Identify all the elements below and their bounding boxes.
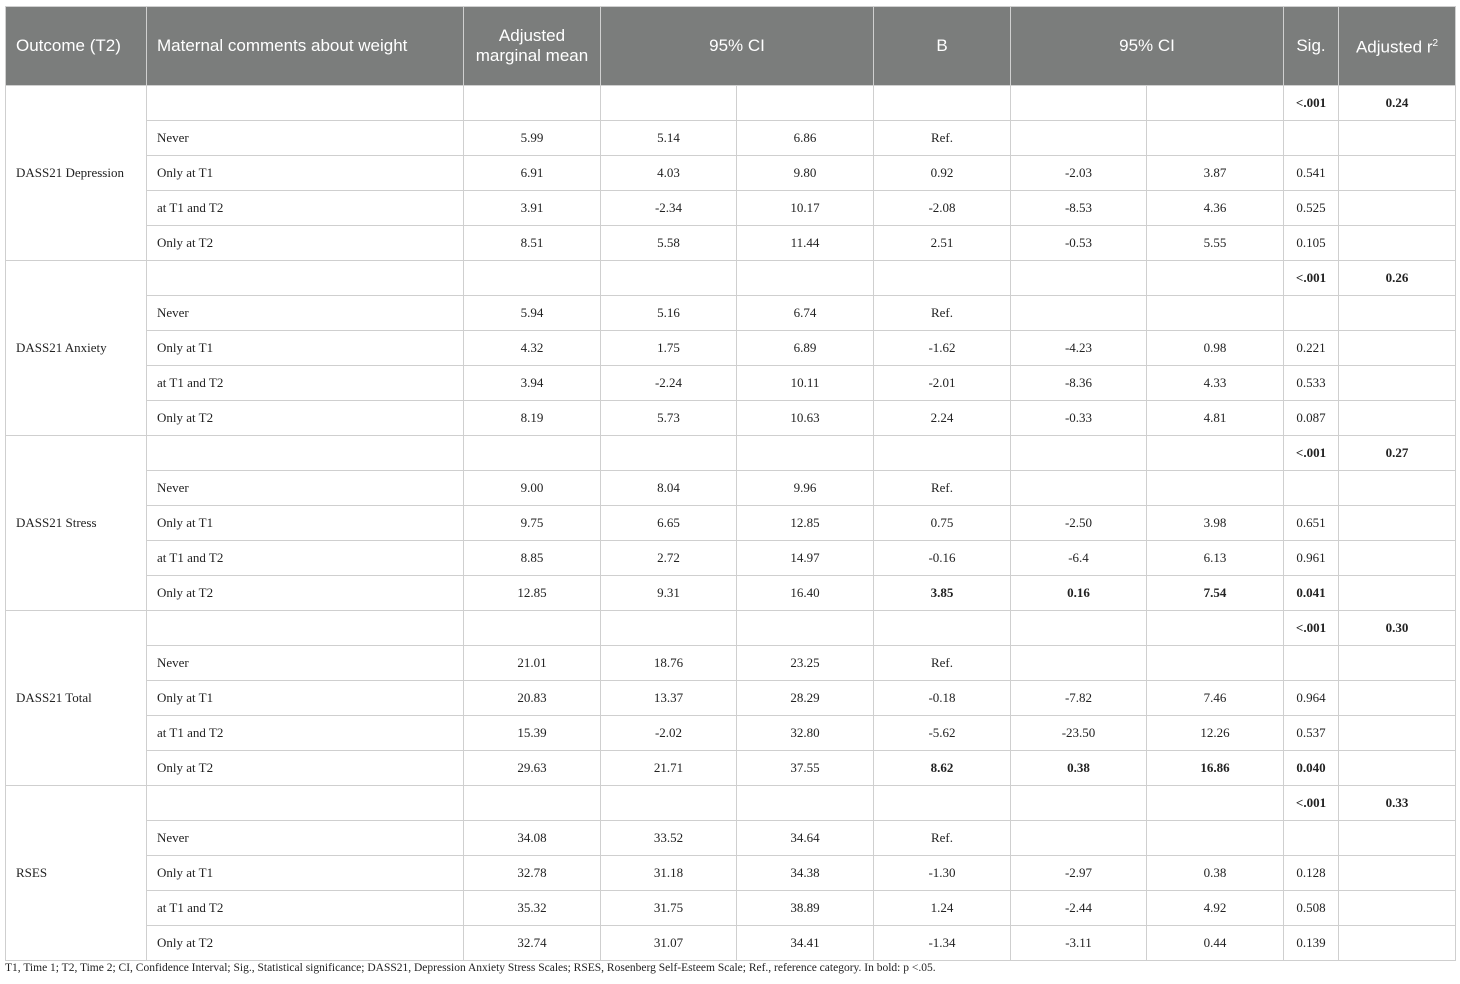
b-ci-low-cell: -2.44 bbox=[1011, 891, 1147, 926]
empty-cell bbox=[147, 611, 464, 646]
table-row bbox=[6, 926, 1456, 961]
mean-ci-low-cell: 21.71 bbox=[601, 751, 737, 786]
mean-ci-low-cell: 6.65 bbox=[601, 506, 737, 541]
b-cell: -0.18 bbox=[874, 681, 1011, 716]
sig-cell: 0.537 bbox=[1284, 716, 1339, 751]
model-sig-cell: <.001 bbox=[1284, 786, 1339, 821]
mean-ci-high-cell: 34.41 bbox=[737, 926, 874, 961]
empty-cell bbox=[464, 786, 601, 821]
mean-ci-high-cell: 10.11 bbox=[737, 366, 874, 401]
empty-cell bbox=[1147, 436, 1284, 471]
b-ci-high-cell: 3.87 bbox=[1147, 156, 1284, 191]
mean-ci-low-cell: -2.24 bbox=[601, 366, 737, 401]
adjusted-mean-cell: 21.01 bbox=[464, 646, 601, 681]
mean-ci-high-cell: 10.63 bbox=[737, 401, 874, 436]
table-row bbox=[6, 156, 1456, 191]
b-ci-low-cell: -4.23 bbox=[1011, 331, 1147, 366]
b-ci-high-cell: 0.38 bbox=[1147, 856, 1284, 891]
adjusted-mean-cell: 5.99 bbox=[464, 121, 601, 156]
mean-ci-low-cell: 5.16 bbox=[601, 296, 737, 331]
outcome-cell: DASS21 Total bbox=[6, 611, 147, 786]
empty-cell bbox=[1339, 576, 1456, 611]
empty-cell bbox=[601, 436, 737, 471]
table-row bbox=[6, 821, 1456, 856]
empty-cell bbox=[1339, 191, 1456, 226]
adjusted-mean-cell: 8.19 bbox=[464, 401, 601, 436]
empty-cell bbox=[737, 786, 874, 821]
b-ci-high-cell: 4.92 bbox=[1147, 891, 1284, 926]
mean-ci-low-cell: 31.75 bbox=[601, 891, 737, 926]
mean-ci-high-cell: 10.17 bbox=[737, 191, 874, 226]
b-ci-high-cell: 4.33 bbox=[1147, 366, 1284, 401]
table-row-summary bbox=[6, 611, 1456, 646]
b-ci-low-cell: -8.36 bbox=[1011, 366, 1147, 401]
mean-ci-low-cell: -2.34 bbox=[601, 191, 737, 226]
empty-cell bbox=[1339, 401, 1456, 436]
b-cell: -2.08 bbox=[874, 191, 1011, 226]
empty-cell bbox=[1339, 296, 1456, 331]
empty-cell bbox=[1339, 541, 1456, 576]
outcome-cell: DASS21 Stress bbox=[6, 436, 147, 611]
sig-cell bbox=[1284, 121, 1339, 156]
b-ci-low-cell bbox=[1011, 296, 1147, 331]
b-cell: -1.34 bbox=[874, 926, 1011, 961]
mean-ci-high-cell: 11.44 bbox=[737, 226, 874, 261]
mean-ci-high-cell: 9.80 bbox=[737, 156, 874, 191]
empty-cell bbox=[1147, 786, 1284, 821]
model-sig-cell: <.001 bbox=[1284, 261, 1339, 296]
empty-cell bbox=[737, 86, 874, 121]
b-ci-low-cell: -2.03 bbox=[1011, 156, 1147, 191]
empty-cell bbox=[1339, 681, 1456, 716]
empty-cell bbox=[464, 611, 601, 646]
b-ci-high-cell: 3.98 bbox=[1147, 506, 1284, 541]
b-ci-high-cell: 6.13 bbox=[1147, 541, 1284, 576]
empty-cell bbox=[1339, 121, 1456, 156]
table-row bbox=[6, 541, 1456, 576]
sig-cell: 0.128 bbox=[1284, 856, 1339, 891]
empty-cell bbox=[1339, 751, 1456, 786]
table-row bbox=[6, 646, 1456, 681]
mean-ci-low-cell: 8.04 bbox=[601, 471, 737, 506]
empty-cell bbox=[1147, 611, 1284, 646]
b-ci-low-cell: -7.82 bbox=[1011, 681, 1147, 716]
mean-ci-low-cell: 31.18 bbox=[601, 856, 737, 891]
sig-cell: 0.040 bbox=[1284, 751, 1339, 786]
header-row bbox=[6, 7, 1456, 86]
table-row bbox=[6, 226, 1456, 261]
model-sig-cell: <.001 bbox=[1284, 436, 1339, 471]
empty-cell bbox=[601, 86, 737, 121]
sig-cell: 0.139 bbox=[1284, 926, 1339, 961]
b-cell: Ref. bbox=[874, 296, 1011, 331]
sig-cell bbox=[1284, 821, 1339, 856]
header-ci-mean: 95% CI bbox=[601, 7, 874, 86]
adjusted-mean-cell: 12.85 bbox=[464, 576, 601, 611]
mean-ci-high-cell: 23.25 bbox=[737, 646, 874, 681]
model-sig-cell: <.001 bbox=[1284, 86, 1339, 121]
mean-ci-low-cell: 18.76 bbox=[601, 646, 737, 681]
sig-cell: 0.651 bbox=[1284, 506, 1339, 541]
outcome-cell: DASS21 Depression bbox=[6, 86, 147, 261]
b-ci-high-cell: 4.36 bbox=[1147, 191, 1284, 226]
adjusted-mean-cell: 20.83 bbox=[464, 681, 601, 716]
b-ci-low-cell: -0.33 bbox=[1011, 401, 1147, 436]
comment-label-cell: at T1 and T2 bbox=[147, 891, 464, 926]
comment-label-cell: Only at T2 bbox=[147, 401, 464, 436]
empty-cell bbox=[1147, 261, 1284, 296]
empty-cell bbox=[1339, 856, 1456, 891]
mean-ci-high-cell: 12.85 bbox=[737, 506, 874, 541]
comment-label-cell: Never bbox=[147, 296, 464, 331]
mean-ci-high-cell: 6.89 bbox=[737, 331, 874, 366]
b-cell: Ref. bbox=[874, 121, 1011, 156]
empty-cell bbox=[1339, 891, 1456, 926]
sig-cell bbox=[1284, 646, 1339, 681]
table-row bbox=[6, 856, 1456, 891]
header-outcome: Outcome (T2) bbox=[6, 7, 147, 86]
table-row bbox=[6, 331, 1456, 366]
comment-label-cell: Never bbox=[147, 121, 464, 156]
header-adjusted-marginal-mean: Adjusted marginal mean bbox=[464, 7, 601, 86]
outcome-cell: RSES bbox=[6, 786, 147, 961]
b-cell: 2.24 bbox=[874, 401, 1011, 436]
sig-cell: 0.541 bbox=[1284, 156, 1339, 191]
adjusted-mean-cell: 35.32 bbox=[464, 891, 601, 926]
empty-cell bbox=[1339, 926, 1456, 961]
b-cell: 1.24 bbox=[874, 891, 1011, 926]
empty-cell bbox=[1339, 156, 1456, 191]
mean-ci-high-cell: 6.74 bbox=[737, 296, 874, 331]
empty-cell bbox=[147, 436, 464, 471]
b-ci-low-cell: 0.38 bbox=[1011, 751, 1147, 786]
b-ci-low-cell bbox=[1011, 821, 1147, 856]
adjusted-mean-cell: 3.91 bbox=[464, 191, 601, 226]
sig-cell: 0.105 bbox=[1284, 226, 1339, 261]
empty-cell bbox=[737, 261, 874, 296]
mean-ci-low-cell: 13.37 bbox=[601, 681, 737, 716]
b-ci-high-cell: 5.55 bbox=[1147, 226, 1284, 261]
empty-cell bbox=[1147, 86, 1284, 121]
mean-ci-high-cell: 38.89 bbox=[737, 891, 874, 926]
sig-cell bbox=[1284, 296, 1339, 331]
empty-cell bbox=[1339, 331, 1456, 366]
sig-cell: 0.221 bbox=[1284, 331, 1339, 366]
empty-cell bbox=[737, 611, 874, 646]
adjusted-mean-cell: 3.94 bbox=[464, 366, 601, 401]
b-ci-low-cell: -3.11 bbox=[1011, 926, 1147, 961]
comment-label-cell: at T1 and T2 bbox=[147, 366, 464, 401]
adjusted-r2-cell: 0.27 bbox=[1339, 436, 1456, 471]
mean-ci-high-cell: 9.96 bbox=[737, 471, 874, 506]
b-ci-high-cell bbox=[1147, 121, 1284, 156]
adjusted-r2-cell: 0.33 bbox=[1339, 786, 1456, 821]
sig-cell: 0.964 bbox=[1284, 681, 1339, 716]
mean-ci-high-cell: 16.40 bbox=[737, 576, 874, 611]
comment-label-cell: Never bbox=[147, 821, 464, 856]
b-ci-high-cell: 0.98 bbox=[1147, 331, 1284, 366]
mean-ci-low-cell: 5.58 bbox=[601, 226, 737, 261]
sig-cell bbox=[1284, 471, 1339, 506]
table-body bbox=[6, 86, 1456, 961]
comment-label-cell: at T1 and T2 bbox=[147, 541, 464, 576]
comment-label-cell: Never bbox=[147, 471, 464, 506]
mean-ci-low-cell: 33.52 bbox=[601, 821, 737, 856]
empty-cell bbox=[601, 786, 737, 821]
adjusted-mean-cell: 8.85 bbox=[464, 541, 601, 576]
b-ci-low-cell: -23.50 bbox=[1011, 716, 1147, 751]
table-row bbox=[6, 681, 1456, 716]
b-ci-low-cell bbox=[1011, 646, 1147, 681]
b-ci-low-cell: -8.53 bbox=[1011, 191, 1147, 226]
table-footnote: T1, Time 1; T2, Time 2; CI, Confidence Interval; Sig., Statistical significance; DASS21, Depression Anxiety Stress Scales; RSES, Rosenberg Self-Esteem Scale; Ref., reference category. In bold: p <.05. bbox=[5, 962, 936, 974]
empty-cell bbox=[1339, 471, 1456, 506]
adjusted-mean-cell: 5.94 bbox=[464, 296, 601, 331]
mean-ci-high-cell: 32.80 bbox=[737, 716, 874, 751]
empty-cell bbox=[1011, 261, 1147, 296]
empty-cell bbox=[1011, 86, 1147, 121]
empty-cell bbox=[874, 436, 1011, 471]
b-ci-low-cell: -0.53 bbox=[1011, 226, 1147, 261]
mean-ci-low-cell: -2.02 bbox=[601, 716, 737, 751]
adjusted-r2-cell: 0.24 bbox=[1339, 86, 1456, 121]
mean-ci-high-cell: 34.64 bbox=[737, 821, 874, 856]
b-ci-high-cell bbox=[1147, 296, 1284, 331]
b-ci-high-cell bbox=[1147, 821, 1284, 856]
mean-ci-low-cell: 2.72 bbox=[601, 541, 737, 576]
empty-cell bbox=[147, 786, 464, 821]
empty-cell bbox=[147, 261, 464, 296]
empty-cell bbox=[1339, 821, 1456, 856]
empty-cell bbox=[874, 86, 1011, 121]
mean-ci-low-cell: 31.07 bbox=[601, 926, 737, 961]
b-ci-high-cell: 0.44 bbox=[1147, 926, 1284, 961]
table-row-summary bbox=[6, 261, 1456, 296]
mean-ci-high-cell: 28.29 bbox=[737, 681, 874, 716]
mean-ci-low-cell: 5.14 bbox=[601, 121, 737, 156]
table-row bbox=[6, 506, 1456, 541]
mean-ci-low-cell: 4.03 bbox=[601, 156, 737, 191]
model-sig-cell: <.001 bbox=[1284, 611, 1339, 646]
table-row bbox=[6, 366, 1456, 401]
empty-cell bbox=[601, 261, 737, 296]
b-ci-high-cell bbox=[1147, 471, 1284, 506]
b-ci-high-cell: 4.81 bbox=[1147, 401, 1284, 436]
b-cell: 2.51 bbox=[874, 226, 1011, 261]
mean-ci-low-cell: 9.31 bbox=[601, 576, 737, 611]
empty-cell bbox=[1011, 436, 1147, 471]
b-cell: 8.62 bbox=[874, 751, 1011, 786]
b-ci-low-cell bbox=[1011, 121, 1147, 156]
adjusted-mean-cell: 9.75 bbox=[464, 506, 601, 541]
comment-label-cell: Only at T1 bbox=[147, 156, 464, 191]
comment-label-cell: Only at T2 bbox=[147, 226, 464, 261]
mean-ci-high-cell: 6.86 bbox=[737, 121, 874, 156]
sig-cell: 0.533 bbox=[1284, 366, 1339, 401]
comment-label-cell: Only at T1 bbox=[147, 681, 464, 716]
table-row-summary bbox=[6, 436, 1456, 471]
mean-ci-low-cell: 1.75 bbox=[601, 331, 737, 366]
table-row bbox=[6, 891, 1456, 926]
b-cell: -2.01 bbox=[874, 366, 1011, 401]
table-row bbox=[6, 191, 1456, 226]
empty-cell bbox=[1011, 786, 1147, 821]
empty-cell bbox=[1339, 226, 1456, 261]
sig-cell: 0.961 bbox=[1284, 541, 1339, 576]
comment-label-cell: at T1 and T2 bbox=[147, 716, 464, 751]
comment-label-cell: Only at T2 bbox=[147, 751, 464, 786]
adjusted-mean-cell: 4.32 bbox=[464, 331, 601, 366]
sig-cell: 0.041 bbox=[1284, 576, 1339, 611]
outcome-cell: DASS21 Anxiety bbox=[6, 261, 147, 436]
empty-cell bbox=[1339, 716, 1456, 751]
empty-cell bbox=[1339, 646, 1456, 681]
empty-cell bbox=[874, 261, 1011, 296]
empty-cell bbox=[601, 611, 737, 646]
adjusted-mean-cell: 32.74 bbox=[464, 926, 601, 961]
b-cell: -1.30 bbox=[874, 856, 1011, 891]
b-cell: -0.16 bbox=[874, 541, 1011, 576]
empty-cell bbox=[147, 86, 464, 121]
table-row bbox=[6, 716, 1456, 751]
b-cell: 3.85 bbox=[874, 576, 1011, 611]
sig-cell: 0.525 bbox=[1284, 191, 1339, 226]
b-cell: Ref. bbox=[874, 821, 1011, 856]
b-ci-low-cell: 0.16 bbox=[1011, 576, 1147, 611]
empty-cell bbox=[464, 86, 601, 121]
header-sig: Sig. bbox=[1284, 7, 1339, 86]
mean-ci-high-cell: 37.55 bbox=[737, 751, 874, 786]
header-r2-superscript: 2 bbox=[1432, 38, 1439, 50]
b-cell: -1.62 bbox=[874, 331, 1011, 366]
table-row bbox=[6, 576, 1456, 611]
table-row-summary bbox=[6, 786, 1456, 821]
empty-cell bbox=[874, 611, 1011, 646]
adjusted-mean-cell: 8.51 bbox=[464, 226, 601, 261]
table-row bbox=[6, 471, 1456, 506]
comment-label-cell: Never bbox=[147, 646, 464, 681]
comment-label-cell: Only at T1 bbox=[147, 506, 464, 541]
mean-ci-high-cell: 34.38 bbox=[737, 856, 874, 891]
sig-cell: 0.087 bbox=[1284, 401, 1339, 436]
empty-cell bbox=[1011, 611, 1147, 646]
empty-cell bbox=[1339, 506, 1456, 541]
header-comments: Maternal comments about weight bbox=[147, 7, 464, 86]
mean-ci-low-cell: 5.73 bbox=[601, 401, 737, 436]
b-ci-high-cell: 16.86 bbox=[1147, 751, 1284, 786]
b-ci-high-cell: 7.46 bbox=[1147, 681, 1284, 716]
adjusted-mean-cell: 9.00 bbox=[464, 471, 601, 506]
b-ci-high-cell bbox=[1147, 646, 1284, 681]
comment-label-cell: Only at T1 bbox=[147, 331, 464, 366]
adjusted-mean-cell: 15.39 bbox=[464, 716, 601, 751]
table-row-summary bbox=[6, 86, 1456, 121]
empty-cell bbox=[464, 261, 601, 296]
b-ci-low-cell: -2.50 bbox=[1011, 506, 1147, 541]
b-cell: Ref. bbox=[874, 471, 1011, 506]
comment-label-cell: Only at T2 bbox=[147, 576, 464, 611]
b-cell: -5.62 bbox=[874, 716, 1011, 751]
header-adjusted-r2-label: Adjusted r bbox=[1355, 37, 1433, 57]
results-table bbox=[5, 6, 1456, 961]
header-ci-b: 95% CI bbox=[1011, 7, 1284, 86]
header-adjusted-r2 bbox=[1339, 7, 1456, 86]
header-b: B bbox=[874, 7, 1011, 86]
adjusted-mean-cell: 29.63 bbox=[464, 751, 601, 786]
b-ci-low-cell: -2.97 bbox=[1011, 856, 1147, 891]
empty-cell bbox=[464, 436, 601, 471]
comment-label-cell: Only at T2 bbox=[147, 926, 464, 961]
b-cell: Ref. bbox=[874, 646, 1011, 681]
adjusted-r2-cell: 0.30 bbox=[1339, 611, 1456, 646]
b-ci-low-cell: -6.4 bbox=[1011, 541, 1147, 576]
empty-cell bbox=[1339, 366, 1456, 401]
adjusted-mean-cell: 32.78 bbox=[464, 856, 601, 891]
b-ci-low-cell bbox=[1011, 471, 1147, 506]
b-cell: 0.75 bbox=[874, 506, 1011, 541]
comment-label-cell: at T1 and T2 bbox=[147, 191, 464, 226]
table-row bbox=[6, 751, 1456, 786]
empty-cell bbox=[737, 436, 874, 471]
table-row bbox=[6, 401, 1456, 436]
table-row bbox=[6, 121, 1456, 156]
b-cell: 0.92 bbox=[874, 156, 1011, 191]
adjusted-mean-cell: 6.91 bbox=[464, 156, 601, 191]
empty-cell bbox=[874, 786, 1011, 821]
b-ci-high-cell: 7.54 bbox=[1147, 576, 1284, 611]
adjusted-mean-cell: 34.08 bbox=[464, 821, 601, 856]
comment-label-cell: Only at T1 bbox=[147, 856, 464, 891]
b-ci-high-cell: 12.26 bbox=[1147, 716, 1284, 751]
table-row bbox=[6, 296, 1456, 331]
mean-ci-high-cell: 14.97 bbox=[737, 541, 874, 576]
sig-cell: 0.508 bbox=[1284, 891, 1339, 926]
adjusted-r2-cell: 0.26 bbox=[1339, 261, 1456, 296]
